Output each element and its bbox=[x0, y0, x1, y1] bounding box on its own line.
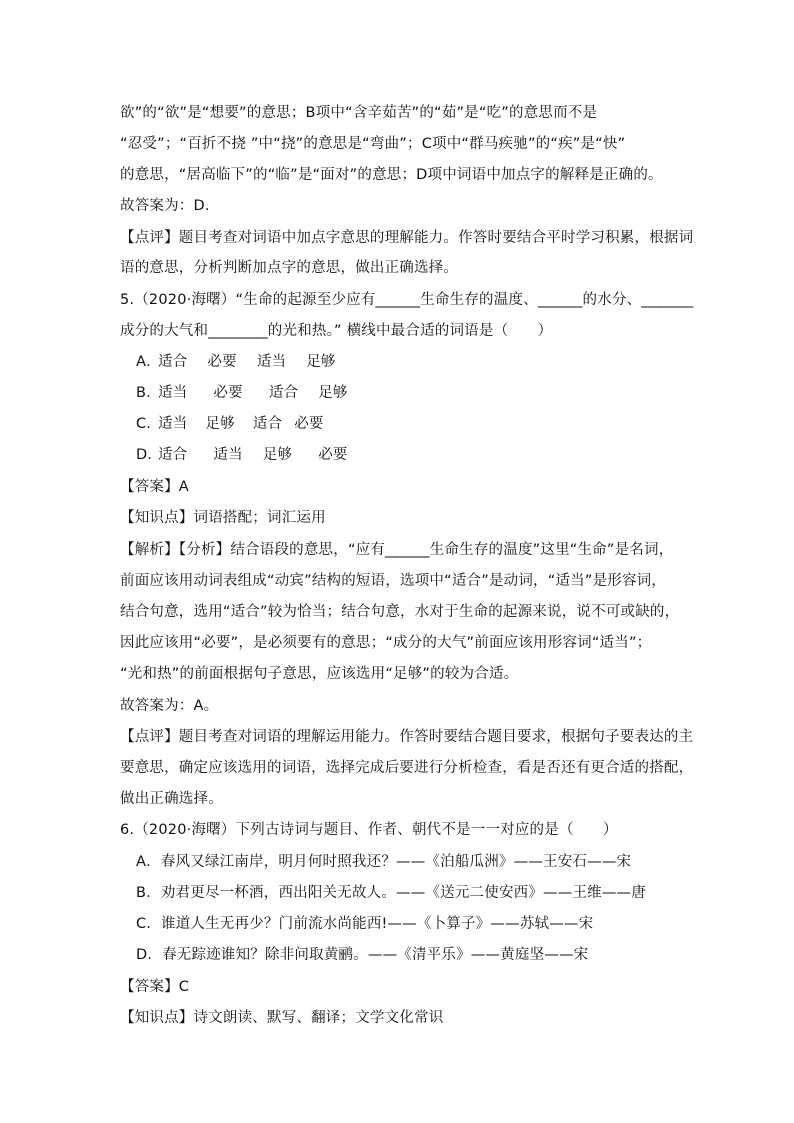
question-5-title-cont: 成分的大气和________的光和热。” 横线中最合适的词语是（ ） bbox=[120, 323, 553, 339]
q5-answer: 【答案】A bbox=[120, 479, 189, 495]
q5-analysis-line: “光和热”的前面根据句子意思，应该选用“足够”的较为合适。 bbox=[120, 666, 519, 682]
q5-comment: 【点评】题目考查对词语的理解运用能力。作答时要结合题目要求，根据句子要表达的主 bbox=[120, 729, 694, 745]
q6-option-c: C．谁道人生无再少？门前流水尚能西!——《卜算子》——苏轼——宋 bbox=[136, 916, 594, 932]
q6-knowledge-point: 【知识点】诗文朗读、默写、翻译；文学文化常识 bbox=[120, 1010, 444, 1026]
q5-option-c: C．适当 足够 适合 必要 bbox=[136, 416, 324, 432]
comment-line: 【点评】题目考查对词语中加点字意思的理解能力。作答时要结合平时学习积累，根据词 bbox=[120, 230, 694, 246]
text-line: 的意思，“居高临下”的“临”是“面对”的意思；D项中词语中加点字的解释是正确的。 bbox=[120, 167, 663, 183]
q6-option-d: D．春无踪迹谁知？除非问取黄鹂。——《清平乐》——黄庭坚——宋 bbox=[136, 947, 589, 963]
q5-knowledge-point: 【知识点】词语搭配；词汇运用 bbox=[120, 510, 326, 526]
q6-option-b: B．劝君更尽一杯酒，西出阳关无故人。——《送元二使安西》——王维——唐 bbox=[136, 885, 646, 901]
q5-analysis-line: 前面应该用动词表组成“动宾”结构的短语，选项中“适合”是动词，“适当”是形容词， bbox=[120, 573, 667, 589]
q5-option-a: A．适合 必要 适当 足够 bbox=[136, 354, 336, 370]
q5-analysis-line: 结合句意，选用“适合”较为恰当；结合句意，水对于生命的起源来说，说不可或缺的， bbox=[120, 604, 680, 620]
q5-analysis-line: 因此应该用“必要”，是必须要有的意思；“成分的大气”前面应该用形容词“适当”； bbox=[120, 635, 652, 651]
text-line: “忍受”；“百折不挠 ”中“挠”的意思是“弯曲”；C项中“群马疾驰”的“疾”是“快” bbox=[120, 136, 626, 152]
text-line: 语的意思，分析判断加点字的意思，做出正确选择。 bbox=[120, 260, 459, 276]
question-6-title: 6.（2020·海曙）下列古诗词与题目、作者、朝代不是一一对应的是（ ） bbox=[120, 822, 618, 838]
q6-answer: 【答案】C bbox=[120, 979, 190, 995]
q5-analysis: 【解析】【分析】结合语段的意思，“应有______生命生存的温度”这里“生命”是名词， bbox=[120, 542, 674, 558]
answer-line: 故答案为：D. bbox=[120, 198, 210, 214]
text-line: 欲”的“欲”是“想要”的意思；B项中“含辛茹苦”的“茹”是“吃”的意思而不是 bbox=[120, 105, 598, 121]
question-5-title: 5.（2020·海曙）“生命的起源至少应有______生命生存的温度、______的水分、_______ bbox=[120, 292, 694, 308]
q5-comment-line: 做出正确选择。 bbox=[120, 791, 223, 807]
q5-option-b: B．适当 必要 适合 足够 bbox=[136, 385, 348, 401]
q5-option-d: D．适合 适当 足够 必要 bbox=[136, 447, 348, 463]
q6-option-a: A．春风又绿江南岸，明月何时照我还？——《泊船瓜洲》——王安石——宋 bbox=[136, 854, 632, 870]
q5-final-answer: 故答案为：A。 bbox=[120, 698, 219, 714]
q5-comment-line: 要意思，确定应该选用的词语，选择完成后要进行分析检查，看是否还有更合适的搭配， bbox=[120, 760, 694, 776]
